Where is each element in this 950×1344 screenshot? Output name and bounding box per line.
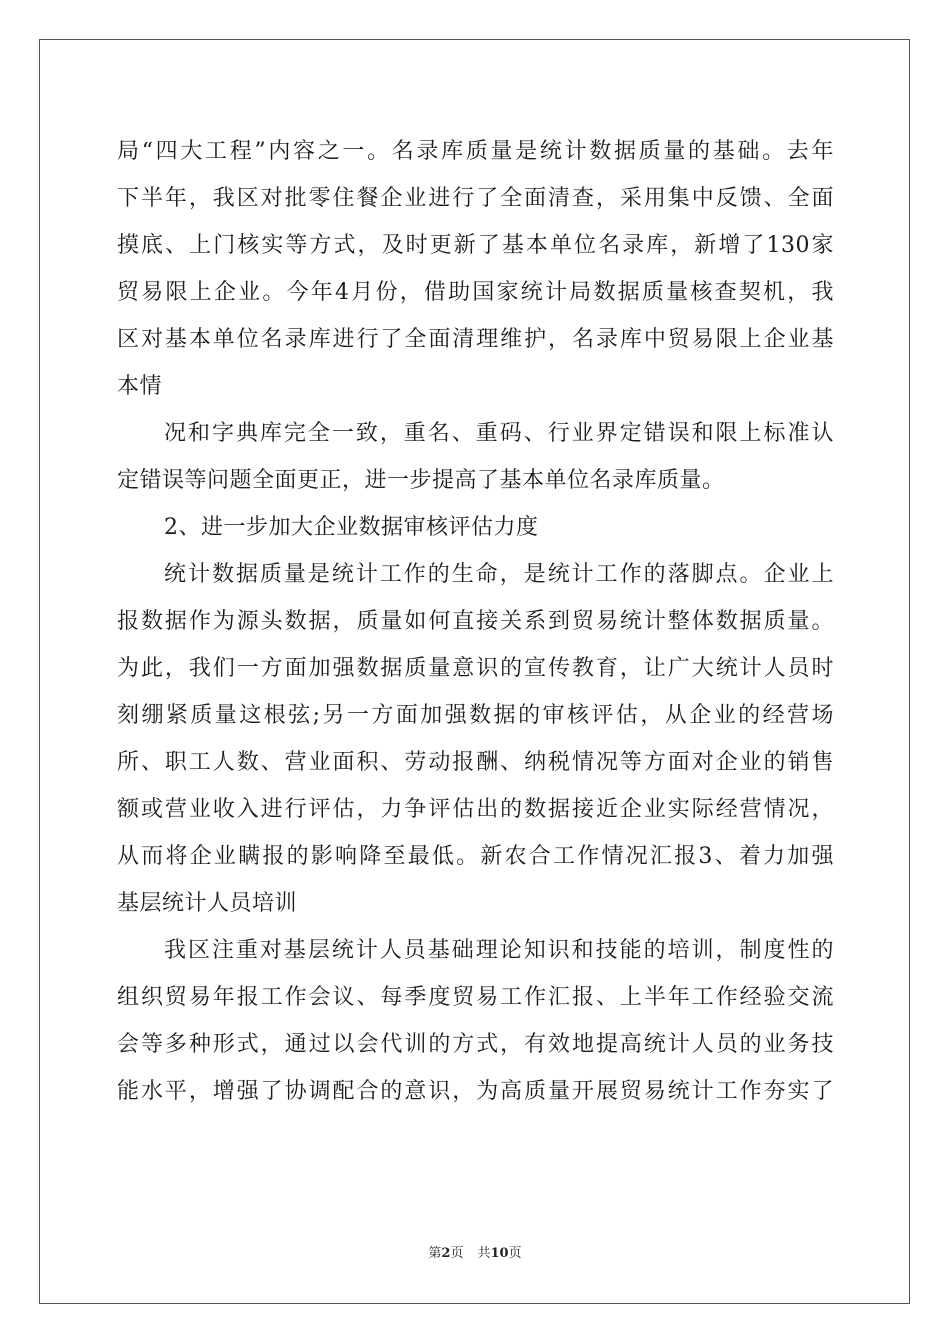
text-line: 区对基本单位名录库进行了全面清理维护，名录库中贸易限上企业基 [117, 327, 834, 352]
text-line: 基层统计人员培训 [117, 891, 298, 916]
page-number: 2 [441, 1246, 451, 1261]
text-line: 定错误等问题全面更正，进一步提高了基本单位名录库质量。 [117, 468, 725, 493]
text-line: 为此，我们一方面加强数据质量意识的宣传教育，让广大统计人员时 [117, 656, 834, 681]
text-line: 贸易限上企业。今年4月份，借助国家统计局数据质量核查契机，我 [117, 280, 834, 305]
text-line: 报数据作为源头数据，质量如何直接关系到贸易统计整体数据质量。 [117, 609, 834, 634]
text-line: 我区注重对基层统计人员基础理论知识和技能的培训，制度性的 [164, 938, 834, 963]
section-heading: 2、进一步加大企业数据审核评估力度 [164, 515, 539, 540]
text-line: 局“四大工程”内容之一。名录库质量是统计数据质量的基础。去年 [117, 139, 834, 164]
page-suffix: 页 [450, 1246, 464, 1261]
total-suffix: 页 [508, 1246, 522, 1261]
text-line: 刻绷紧质量这根弦;另一方面加强数据的审核评估，从企业的经营场 [117, 703, 834, 728]
page-prefix: 第 [428, 1246, 442, 1261]
text-line: 本情 [117, 374, 163, 399]
text-line: 摸底、上门核实等方式，及时更新了基本单位名录库，新增了130家 [117, 233, 834, 258]
total-pages: 10 [490, 1246, 509, 1261]
text-line: 况和字典库完全一致，重名、重码、行业界定错误和限上标准认 [164, 421, 834, 446]
text-line: 所、职工人数、营业面积、劳动报酬、纳税情况等方面对企业的销售 [117, 750, 834, 775]
text-line: 额或营业收入进行评估，力争评估出的数据接近企业实际经营情况， [117, 797, 834, 822]
document-body [117, 128, 834, 1115]
text-line: 从而将企业瞒报的影响降至最低。新农合工作情况汇报3、着力加强 [117, 844, 834, 869]
text-line: 能水平，增强了协调配合的意识，为高质量开展贸易统计工作夯实了 [117, 1079, 834, 1104]
total-prefix: 共 [477, 1246, 491, 1261]
text-line: 下半年，我区对批零住餐企业进行了全面清查，采用集中反馈、全面 [117, 186, 834, 211]
text-line: 会等多种形式，通过以会代训的方式，有效地提高统计人员的业务技 [117, 1032, 834, 1057]
text-line: 统计数据质量是统计工作的生命，是统计工作的落脚点。企业上 [164, 562, 834, 587]
text-line: 组织贸易年报工作会议、每季度贸易工作汇报、上半年工作经验交流 [117, 985, 834, 1010]
page-footer [0, 1244, 950, 1264]
